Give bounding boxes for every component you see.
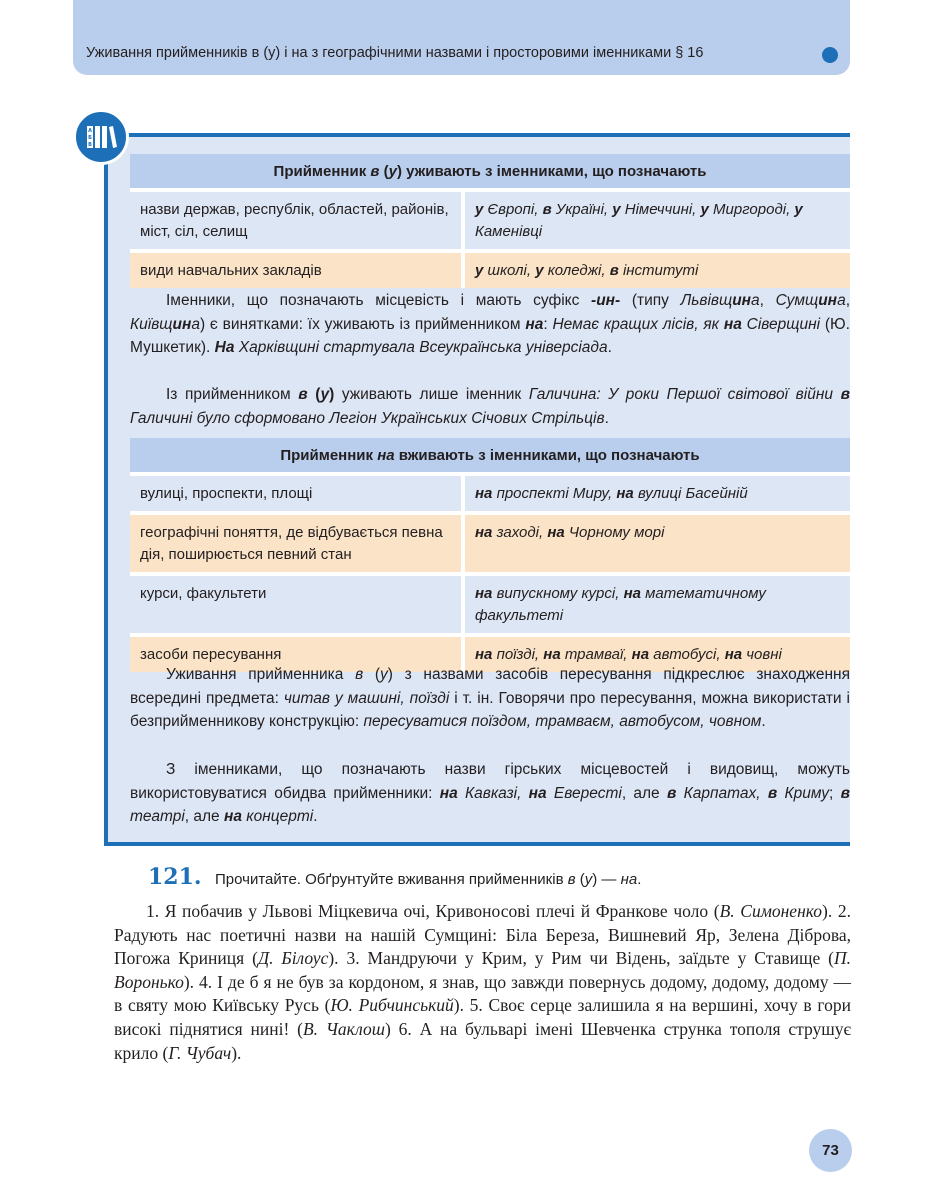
table-heading: Прийменник в (у) уживають з іменниками, що позначають: [130, 154, 850, 190]
row-examples: у школі, у коледжі, в інституті: [463, 251, 850, 288]
preposition-na-table: [130, 438, 850, 672]
paragraph-transport: Уживання прийменника в (у) з назвами засобів пересування підкреслює знаходження всередині предмета: читав у машині, поїзді і т. ін. Говорячи про пересування, можна використати і безприйменникову конструкцію: пересуватися поїздом, трамваєм, автобусом, човном.: [130, 666, 851, 730]
table-row: [130, 574, 850, 635]
row-examples: на проспекті Миру, на вулиці Басейній: [463, 474, 850, 513]
paragraph-exceptions: Іменники, що позначають місцевість і мають суфікс -ин- (типу Львівщина, Сумщина, Київщина) є винятками: їх уживають із прийменником на: Немає кращих лісів, як на Сіверщині (Ю. Мушкетик). На Харківщині стартувала Всеукраїнська універсіада.: [130, 292, 850, 356]
row-examples: у Європі, в Україні, у Німеччині, у Миргороді, у Каменівці: [463, 190, 850, 251]
paragraph-galychyna: Із прийменником в (у) уживають лише іменник Галичина: У роки Першої світової війни в Галичині було сформовано Легіон Українських Січових Стрільців.: [130, 386, 850, 427]
running-header: [73, 0, 850, 75]
row-examples: на заході, на Чорному морі: [463, 513, 850, 574]
row-category: назви держав, республік, областей, районів, міст, сіл, селищ: [130, 190, 463, 251]
header-dot-icon: [822, 47, 838, 63]
books-abv-icon: [73, 109, 129, 165]
rule-box-topline: [104, 133, 850, 137]
exercise-text: 1. Я побачив у Львові Міцкевича очі, Кривоносові плечі й Франкове чоло (В. Симоненко). 2. Радують нас поетичні назви на нашій Сумщині: Біла Береза, Вишневий Яр, Зелена Діброва, Погожа Криниця (Д. Білоус). 3. Мандруючи у Крим, у Рим чи Відень, заїдьте у Ставище (П. Воронько). 4. І де б я не був за кордоном, я знав, що завжди повернусь додому, додому, додому — в святу мою Київську Русь (Ю. Рибчинський). 5. Своє серце залишила я на вершині, хочу в гори високі піднятися нині! (В. Чаклош) 6. А на бульварі імені Шевченка струнка тополя струшує крило (Г. Чубач).: [114, 901, 851, 1063]
paragraph-mountains: З іменниками, що позначають назви гірських місцевостей і видовищ, можуть використовуватися обидва прийменники: на Кавказі, на Евересті, але в Карпатах, в Криму; в театрі, але на концерті.: [130, 761, 850, 825]
svg-text:Б: Б: [88, 135, 92, 141]
running-header-title: Уживання прийменників в (у) і на з географічними назвами і просторовими іменниками § 16: [86, 45, 704, 61]
row-category: географічні поняття, де відбувається певна дія, поширюється певний стан: [130, 513, 463, 574]
preposition-v-table: [130, 154, 850, 288]
table-row: [130, 513, 850, 574]
row-category: вулиці, проспекти, площі: [130, 474, 463, 513]
table-row: [130, 474, 850, 513]
row-category: види навчальних закладів: [130, 251, 463, 288]
row-examples: на випускному курсі, на математичному факультеті: [463, 574, 850, 635]
exercise-task: Прочитайте. Обґрунтуйте вживання прийменників в (у) — на.: [215, 871, 642, 888]
row-examples: на поїзді, на трамваї, на автобусі, на човні: [463, 635, 850, 672]
row-category: курси, факультети: [130, 574, 463, 635]
exercise-number: 121.: [148, 864, 202, 890]
table-row: [130, 190, 850, 251]
page-number: 73: [809, 1129, 852, 1172]
svg-text:В: В: [88, 142, 92, 148]
row-category: засоби пересування: [130, 635, 463, 672]
svg-text:А: А: [88, 128, 92, 134]
table-row: [130, 251, 850, 288]
table-heading: Прийменник на вживають з іменниками, що позначають: [130, 438, 850, 474]
